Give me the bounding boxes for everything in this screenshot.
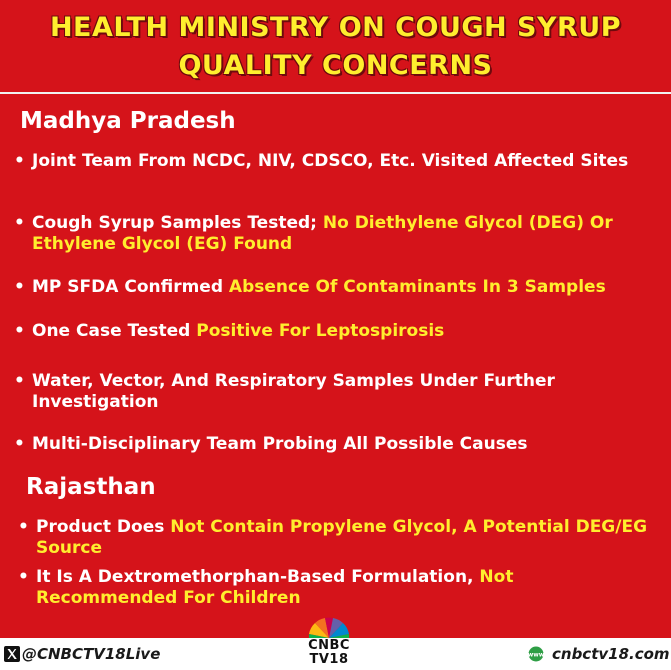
item-text: Water, Vector, And Respiratory Samples Under Further Investigation [32,371,555,412]
item-text: Product Does [36,517,171,537]
item-highlight: No Diethylene Glycol (DEG) Or Ethylene Glycol (EG) Found [32,213,613,254]
svg-text:www: www [528,651,544,659]
item-text: Cough Syrup Samples Tested; [32,213,323,233]
item-highlight: Not Contain Propylene Glycol, A Potential DEG/EG Source [36,517,648,558]
section-title-madhya-pradesh: Madhya Pradesh [20,108,236,134]
content-area [0,94,671,638]
bullet: • [14,277,25,297]
list-item [18,567,648,609]
logo-text-cnbc: CNBC [308,638,350,653]
bullet: • [14,371,25,391]
bullet: • [14,151,25,171]
list-item [18,517,648,559]
list-item [14,277,654,298]
item-text: It Is A Dextromethorphan-Based Formulation, [36,567,480,587]
item-highlight: Not Recommended For Children [36,567,514,608]
item-text: Joint Team From NCDC, NIV, CDSCO, Etc. Visited Affected Sites [32,151,629,171]
social-handle: @CNBCTV18Live [22,645,161,663]
section-title-rajasthan: Rajasthan [26,474,156,500]
bullet: • [14,321,25,341]
list-item [14,434,654,455]
footer-bar [0,638,671,670]
www-globe-icon [528,646,544,662]
list-item [14,321,654,342]
list-item [14,151,654,172]
website-url[interactable]: cnbctv18.com [552,645,670,663]
bullet: • [18,517,29,537]
item-text: MP SFDA Confirmed [32,277,229,297]
bullet: • [14,434,25,454]
logo-text-tv18: TV18 [309,652,349,667]
bullet: • [18,567,29,587]
list-item [14,371,654,413]
bullet: • [14,213,25,233]
list-item [14,213,654,255]
item-highlight: Positive For Leptospirosis [196,321,445,341]
item-text: One Case Tested [32,321,197,341]
x-logo-icon [4,646,20,662]
header-banner [0,0,671,90]
headline-line-2: QUALITY CONCERNS [178,50,493,81]
item-highlight: Absence Of Contaminants In 3 Samples [228,277,606,297]
item-text: Multi-Disciplinary Team Probing All Possible Causes [32,434,528,454]
headline-line-1: HEALTH MINISTRY ON COUGH SYRUP [49,12,622,43]
